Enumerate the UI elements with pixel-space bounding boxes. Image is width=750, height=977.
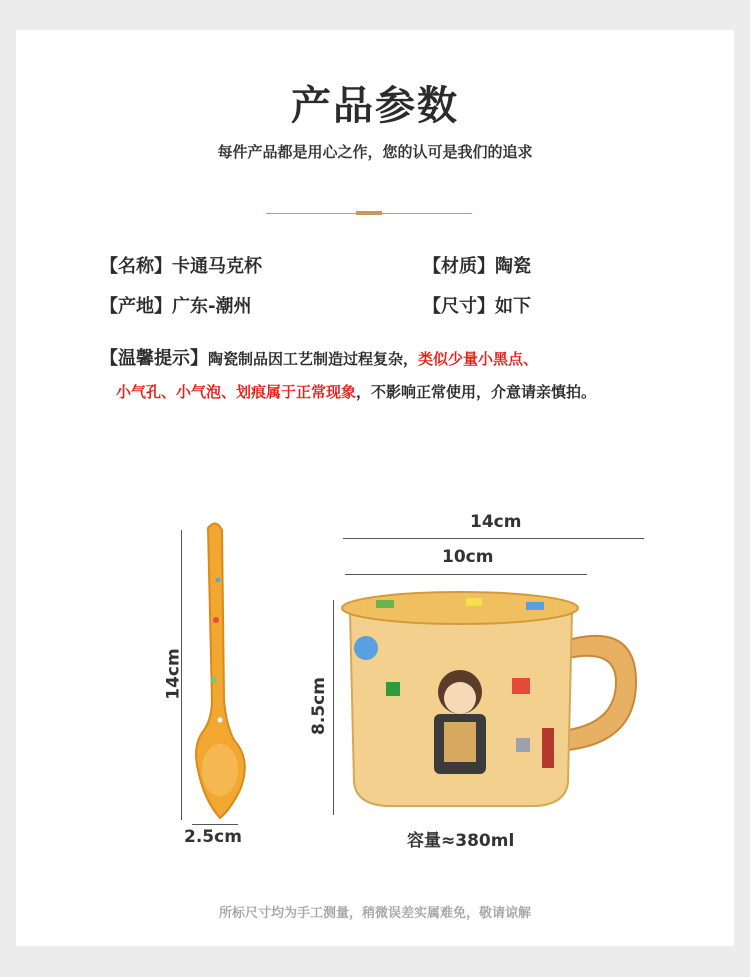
spoon-image bbox=[190, 520, 260, 820]
mouth-width-line bbox=[345, 574, 587, 575]
note-label: 【温馨提示】 bbox=[100, 348, 208, 369]
param-material: 【材质】陶瓷 bbox=[423, 256, 531, 277]
footer-note: 所标尺寸均为手工测量，稍微误差实属难免，敬请谅解 bbox=[218, 906, 531, 921]
cup-height-label: 8.5cm bbox=[308, 677, 329, 735]
note-red-1: 类似少量小黑点、 bbox=[418, 350, 539, 368]
mouth-width-label: 10cm bbox=[442, 547, 494, 567]
note-red-2: 小气孔、小气泡、划痕属于正常现象 bbox=[116, 383, 357, 401]
spoon-width-label: 2.5cm bbox=[184, 827, 242, 847]
param-name: 【名称】卡通马克杯 bbox=[100, 256, 262, 277]
lid-width-line bbox=[343, 538, 644, 539]
mug-image bbox=[336, 582, 672, 812]
param-size: 【尺寸】如下 bbox=[423, 296, 531, 317]
spoon-width-line bbox=[192, 824, 238, 825]
note-line-1 bbox=[100, 344, 538, 370]
lid-width-label: 14cm bbox=[470, 512, 522, 532]
note-text-2: ，不影响正常使用，介意请亲慎拍。 bbox=[356, 383, 597, 401]
spoon-length-label: 14cm bbox=[163, 648, 184, 700]
note-text-1: 陶瓷制品因工艺制造过程复杂， bbox=[208, 350, 419, 368]
page-subtitle: 每件产品都是用心之作，您的认可是我们的追求 bbox=[217, 143, 533, 161]
page-title: 产品参数 bbox=[291, 83, 459, 129]
capacity-label: 容量≈380ml bbox=[407, 831, 515, 851]
cup-height-line bbox=[333, 600, 334, 815]
divider-accent bbox=[356, 211, 382, 215]
param-origin: 【产地】广东-潮州 bbox=[100, 296, 252, 317]
note-line-2 bbox=[116, 381, 596, 402]
